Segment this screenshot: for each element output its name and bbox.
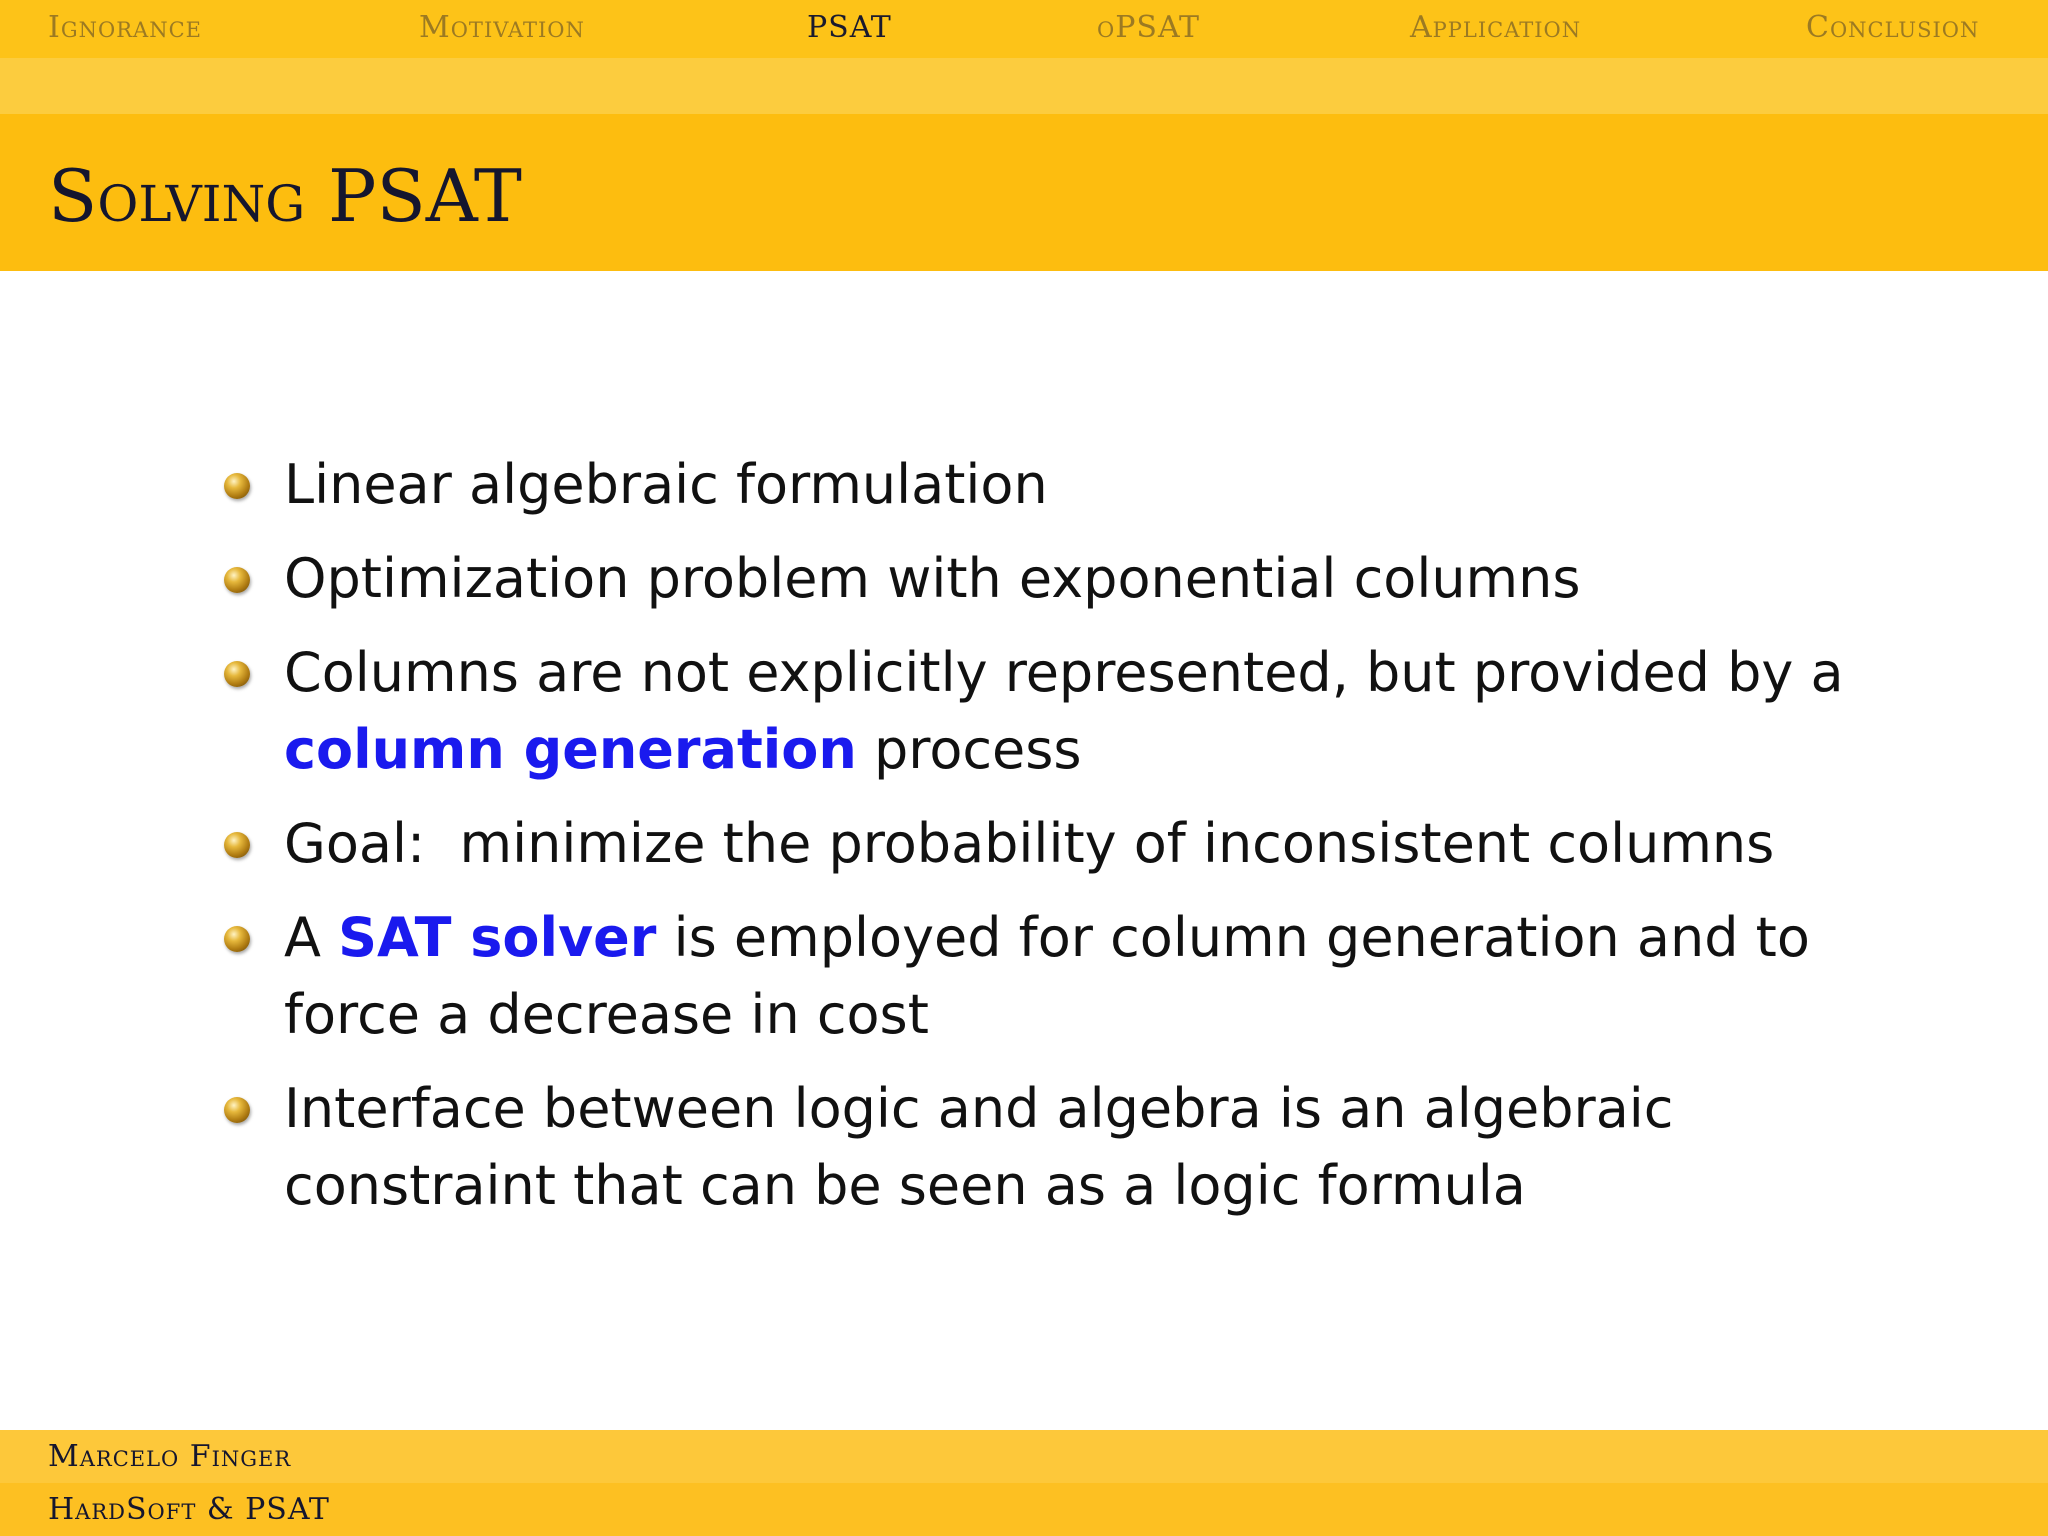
- nav-section-ignorance[interactable]: Ignorance: [48, 10, 202, 45]
- nav-section-conclusion[interactable]: Conclusion: [1806, 10, 1980, 45]
- bullet-item: [220, 1070, 1920, 1224]
- section-navigation: [0, 0, 2048, 58]
- bullet-ball-icon: [224, 1097, 250, 1123]
- title-band: [0, 114, 2048, 271]
- nav-section-opsat[interactable]: oPSAT: [1097, 10, 1200, 45]
- bullet-text: A: [284, 906, 339, 969]
- bullet-item: [220, 634, 1920, 788]
- highlight-sat-solver: SAT solver: [338, 906, 657, 969]
- bullet-text: Columns are not explicitly represented, but provided by a: [284, 641, 1844, 704]
- bullet-item: [220, 899, 1920, 1053]
- nav-section-application[interactable]: Application: [1410, 10, 1582, 45]
- bullet-text: process: [856, 718, 1082, 781]
- footer-author-bar: [0, 1430, 2048, 1483]
- bullet-text: is employed for column generation and to force a decrease in cost: [284, 906, 1810, 1046]
- subsection-navigation: [0, 58, 2048, 114]
- bullet-ball-icon: [224, 832, 250, 858]
- bullet-ball-icon: [224, 926, 250, 952]
- highlight-column-generation: column generation: [284, 718, 857, 781]
- bullet-list: [220, 446, 1920, 1241]
- bullet-ball-icon: [224, 661, 250, 687]
- footer-author: Marcelo Finger: [48, 1439, 292, 1474]
- nav-section-motivation[interactable]: Motivation: [419, 10, 585, 45]
- bullet-item: [220, 805, 1920, 882]
- bullet-text: Goal: minimize the probability of inconsistent columns: [284, 812, 1775, 875]
- bullet-ball-icon: [224, 567, 250, 593]
- bullet-ball-icon: [224, 473, 250, 499]
- bullet-text: Linear algebraic formulation: [284, 453, 1048, 516]
- bullet-item: [220, 446, 1920, 523]
- footer-title-bar: [0, 1483, 2048, 1536]
- slide-title: Solving PSAT: [48, 154, 522, 238]
- footer-talk-title: HardSoft & PSAT: [48, 1492, 330, 1527]
- bullet-text: Interface between logic and algebra is an algebraic constraint that can be seen as a logic formula: [284, 1077, 1674, 1217]
- nav-section-psat[interactable]: PSAT: [807, 10, 892, 45]
- bullet-text: Optimization problem with exponential columns: [284, 547, 1581, 610]
- bullet-item: [220, 540, 1920, 617]
